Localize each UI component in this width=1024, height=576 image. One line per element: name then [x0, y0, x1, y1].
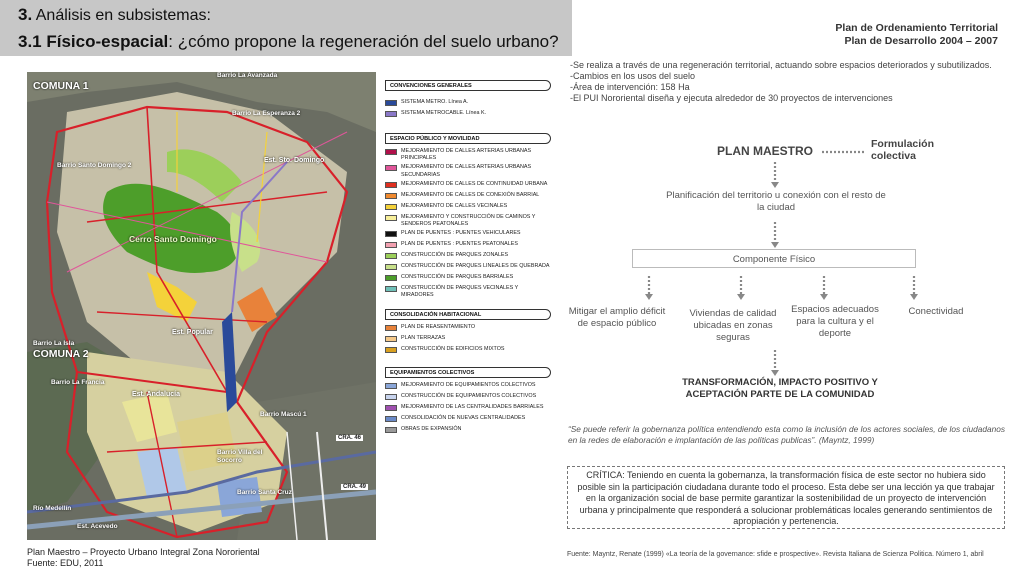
- legend-item: MEJORAMIENTO DE CALLES ARTERIAS URBANAS PRINCIPALES: [385, 148, 551, 162]
- subsection-title: 3.1 Físico-espacial: ¿cómo propone la regeneración del suelo urbano?: [18, 32, 559, 51]
- legend-item: PLAN DE PUENTES : PUENTES PEATONALES: [385, 241, 551, 250]
- legend-item: CONSTRUCCIÓN DE EDIFICIOS MIXTOS: [385, 346, 551, 355]
- legend-swatch: [385, 182, 397, 188]
- source-citation: Fuente: Mayntz, Renate (1999) «La teoría de la governance: sfide e prospective». Revista Italiana de Scienza Politica. Número 1, abril: [567, 551, 984, 558]
- legend-swatch: [385, 275, 397, 281]
- legend-section: [385, 309, 551, 355]
- legend-item: CONSOLIDACIÓN DE NUEVAS CENTRALIDADES: [385, 415, 551, 424]
- legend-section: [385, 80, 551, 119]
- legend-item: CONSTRUCCIÓN DE PARQUES VECINALES Y MIRADORES: [385, 285, 551, 299]
- legend-item: CONSTRUCCIÓN DE EQUIPAMIENTOS COLECTIVOS: [385, 393, 551, 402]
- legend-swatch: [385, 100, 397, 106]
- legend-swatch: [385, 149, 397, 155]
- legend-swatch: [385, 286, 397, 292]
- map-label-comuna1: COMUNA 1: [33, 80, 89, 92]
- critica-box: CRÍTICA: Teniendo en cuenta la gobernanza, la transformación física de este sector no hubiera sido posible sin la participación ciudadana durante todo el proceso. Esta debe ser una lección ya que trabajar en la organización social de base permite garantizar la sostenibilidad de un proyecto de intervención urbana y principalmente que responderá a solucionar problemáticas locales generando sentimientos de apropiación y pertenencia.: [567, 466, 1005, 529]
- master-plan-map: [27, 72, 376, 540]
- map-graphic: [27, 72, 376, 540]
- branch-cultura-deporte: Espacios adecuados para la cultura y el deporte: [791, 304, 879, 339]
- branch-viviendas: Viviendas de calidad ubicadas en zonas seguras: [689, 308, 777, 343]
- bullet-item: -El PUI Nororiental diseña y ejecuta alrededor de 30 proyectos de intervenciones: [570, 93, 893, 103]
- legend-item: MEJORAMIENTO Y CONSTRUCCIÓN DE CAMINOS Y SENDEROS PEATONALES: [385, 214, 551, 228]
- planificacion-node: Planificación del territorio u conexión con el resto de la ciudad: [666, 190, 886, 213]
- map-label-est-andalucia: Est. Andalucía: [132, 391, 180, 398]
- header-bar: [0, 0, 572, 56]
- legend-swatch: [385, 383, 397, 389]
- legend-swatch: [385, 427, 397, 433]
- legend-item: CONSTRUCCIÓN DE PARQUES BARRIALES: [385, 274, 551, 283]
- legend-section: [385, 367, 551, 435]
- componente-fisico-box: Componente Físico: [632, 249, 916, 268]
- plan-maestro-node: PLAN MAESTRO: [717, 144, 813, 158]
- map-label-isla: Barrio La Isla: [33, 340, 75, 347]
- bullet-item: -Se realiza a través de una regeneración territorial, actuando sobre espacios deteriorados y subutilizados.: [570, 60, 992, 70]
- map-label-avanzada: Barrio La Avanzada: [217, 72, 278, 79]
- legend-swatch: [385, 204, 397, 210]
- map-label-francia: Barrio La Francia: [51, 379, 105, 386]
- legend-heading: CONVENCIONES GENERALES: [385, 80, 551, 91]
- section-title: 3. Análisis en subsistemas:: [18, 5, 211, 24]
- intervention-bullets: [570, 60, 1005, 104]
- governance-quote: “Se puede referir la gobernanza política entendiendo esta como la inclusión de los actores sociales, de los ciudadanos en la redes de elaboración e implantación de las políticas publicas”. (Mayntz, 1999): [568, 424, 1005, 445]
- map-label-socorro: Barrio Villa del Socorro: [217, 449, 263, 464]
- legend-item: PLAN TERRAZAS: [385, 335, 551, 344]
- legend-heading: ESPACIO PÚBLICO Y MOVILIDAD: [385, 133, 551, 144]
- plan-maestro-diagram: [565, 130, 1005, 410]
- map-label-cerro: Cerro Santo Domingo: [129, 234, 217, 244]
- legend-item: MEJORAMIENTO DE EQUIPAMIENTOS COLECTIVOS: [385, 382, 551, 391]
- legend-swatch: [385, 325, 397, 331]
- legend-item: PLAN DE REASENTAMIENTO: [385, 324, 551, 333]
- legend-item: SISTEMA METRO. Línea A.: [385, 99, 551, 108]
- legend-swatch: [385, 416, 397, 422]
- legend-item: OBRAS DE EXPANSIÓN: [385, 426, 551, 435]
- legend-item: MEJORAMIENTO DE LAS CENTRALIDADES BARRIALES: [385, 404, 551, 413]
- legend-item: SISTEMA METROCABLE. Línea K.: [385, 110, 551, 119]
- map-caption: Plan Maestro – Proyecto Urbano Integral Zona Nororiental Fuente: EDU, 2011: [27, 547, 260, 568]
- diagram-connectors: [565, 130, 1005, 410]
- legend-heading: CONSOLIDACIÓN HABITACIONAL: [385, 309, 551, 320]
- result-node: TRANSFORMACIÓN, IMPACTO POSITIVO Y ACEPTACIÓN PARTE DE LA COMUNIDAD: [682, 377, 878, 400]
- legend-swatch: [385, 336, 397, 342]
- bullet-item: -Área de intervención: 158 Ha: [570, 82, 690, 92]
- branch-espacio-publico: Mitigar el amplio déficit de espacio público: [568, 306, 666, 329]
- map-label-acevedo: Est. Acevedo: [77, 523, 118, 530]
- map-label-cra46: CRA. 46: [338, 435, 362, 441]
- legend-swatch: [385, 394, 397, 400]
- legend-item: PLAN DE PUENTES : PUENTES VEHICULARES: [385, 230, 551, 239]
- map-label-mascu: Barrio Mascú 1: [260, 411, 307, 418]
- legend-item: MEJORAMIENTO DE CALLES ARTERIAS URBANAS SECUNDARIAS: [385, 164, 551, 178]
- bullet-item: -Cambios en los usos del suelo: [570, 71, 696, 81]
- legend-item: CONSTRUCCIÓN DE PARQUES LINEALES DE QUEBRADA: [385, 263, 551, 272]
- map-label-comuna2: COMUNA 2: [33, 348, 89, 360]
- map-label-esperanza: Barrio La Esperanza 2: [232, 110, 301, 117]
- legend-swatch: [385, 242, 397, 248]
- map-label-est-popular: Est. Popular: [172, 329, 213, 336]
- plan-title: Plan de Ordenamiento Territorial Plan de Desarrollo 2004 – 2007: [835, 22, 998, 47]
- map-label-rio: Río Medellín: [33, 505, 72, 512]
- formulacion-node: Formulación colectiva: [871, 138, 935, 162]
- legend-heading: EQUIPAMIENTOS COLECTIVOS: [385, 367, 551, 378]
- legend-swatch: [385, 347, 397, 353]
- map-label-santo-domingo-2: Barrio Santo Domingo 2: [57, 162, 132, 169]
- legend-swatch: [385, 253, 397, 259]
- map-label-est-santo-domingo: Est. Sto. Domingo: [264, 157, 325, 164]
- legend-swatch: [385, 264, 397, 270]
- map-legend: [385, 80, 551, 435]
- legend-swatch: [385, 405, 397, 411]
- legend-section: [385, 133, 551, 300]
- map-label-cra49: CRA. 49: [343, 484, 367, 490]
- legend-swatch: [385, 215, 397, 221]
- legend-swatch: [385, 165, 397, 171]
- legend-item: MEJORAMIENTO DE CALLES DE CONEXIÓN BARRIAL: [385, 192, 551, 201]
- legend-swatch: [385, 111, 397, 117]
- map-label-santa-cruz: Barrio Santa Cruz: [237, 489, 292, 496]
- legend-item: MEJORAMIENTO DE CALLES VECINALES: [385, 203, 551, 212]
- legend-item: CONSTRUCCIÓN DE PARQUES ZONALES: [385, 252, 551, 261]
- legend-swatch: [385, 193, 397, 199]
- legend-item: MEJORAMIENTO DE CALLES DE CONTINUIDAD URBANA: [385, 181, 551, 190]
- legend-swatch: [385, 231, 397, 237]
- branch-conectividad: Conectividad: [908, 306, 964, 317]
